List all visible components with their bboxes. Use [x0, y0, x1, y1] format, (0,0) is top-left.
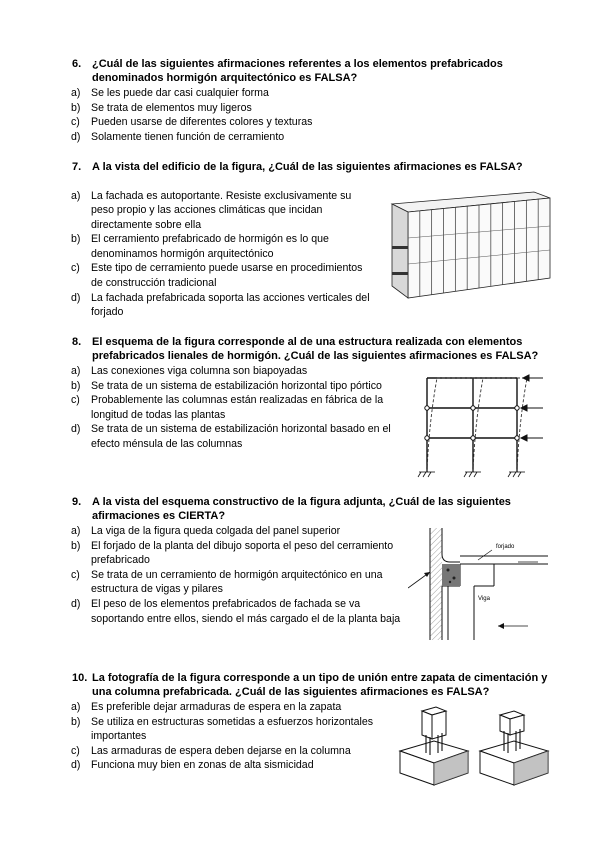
- option-letter: d): [71, 130, 81, 143]
- option-a[interactable]: [72, 86, 552, 101]
- label-viga: Viga: [478, 596, 490, 602]
- option-letter: d): [71, 759, 81, 772]
- option-d[interactable]: [72, 597, 408, 626]
- question-6: [72, 58, 552, 144]
- question-text: A la vista del esquema constructivo de la figura adjunta, ¿Cuál de las siguientes afirmaciones es CIERTA?: [92, 496, 511, 522]
- option-text: Probablemente las columnas están realizadas en fábrica de la longitud de todas las plantas: [91, 394, 384, 421]
- option-text: Se les puede dar casi cualquier forma: [91, 87, 269, 99]
- option-text: Solamente tienen función de cerramiento: [91, 130, 285, 143]
- option-a[interactable]: [72, 364, 412, 379]
- question-text: ¿Cuál de las siguientes afirmaciones referentes a los elementos prefabricados denominados hormigón arquitectónico es FALSA?: [92, 58, 503, 84]
- option-text: La fachada prefabricada soporta las acciones verticales del forjado: [91, 291, 370, 319]
- construction-detail-figure: [408, 528, 548, 640]
- option-text: Se utiliza en estructuras sometidas a esfuerzos horizontales importantes: [91, 715, 374, 743]
- question-text: A la vista del edificio de la figura, ¿Cuál de las siguientes afirmaciones es FALSA?: [92, 161, 523, 173]
- option-text: Las conexiones viga columna son biapoyadas: [91, 365, 308, 377]
- option-letter: b): [71, 233, 81, 246]
- question-text: La fotografía de la figura corresponde a un tipo de unión entre zapata de cimentación y una columna prefabricada. ¿Cuál de las siguientes afirmaciones es FALSA?: [92, 672, 548, 698]
- option-letter: c): [71, 394, 80, 407]
- option-text: Se trata de un cerramiento de hormigón arquitectónico en una estructura de vigas y pilares: [91, 568, 383, 596]
- option-letter: c): [71, 744, 80, 757]
- option-text: Pueden usarse de diferentes colores y texturas: [91, 116, 313, 129]
- option-d[interactable]: [72, 422, 412, 451]
- option-c[interactable]: [72, 115, 552, 130]
- question-number: 7.: [72, 161, 82, 173]
- option-b[interactable]: [72, 539, 408, 568]
- option-text: Es preferible dejar armaduras de espera en la zapata: [91, 701, 342, 713]
- option-letter: b): [71, 715, 81, 728]
- option-text: La fachada es autoportante. Resiste exclusivamente su peso propio y las acciones climáticas que incidan directamente sobre ella: [91, 189, 352, 231]
- option-d[interactable]: [72, 130, 552, 145]
- option-letter: b): [71, 539, 81, 552]
- frame-schema-figure: [413, 372, 545, 480]
- option-text: Se trata de un sistema de estabilización horizontal tipo pórtico: [91, 379, 382, 392]
- option-c[interactable]: [72, 393, 412, 422]
- option-a[interactable]: [72, 524, 408, 539]
- question-number: 8.: [72, 336, 82, 348]
- option-text: El forjado de la planta del dibujo soporta el peso del cerramiento prefabricado: [91, 539, 394, 567]
- option-letter: b): [71, 101, 81, 114]
- option-a[interactable]: [72, 189, 372, 233]
- option-b[interactable]: [72, 232, 372, 261]
- option-letter: d): [71, 291, 81, 304]
- question-text: El esquema de la figura corresponde al de una estructura realizada con elementos prefabricados lienales de hormigón. ¿Cuál de las siguientes afirmaciones es FALSA?: [92, 336, 539, 362]
- option-text: El peso de los elementos prefabricados de fachada se va soportando entre ellos, siendo el más cargado el de la planta baja: [91, 597, 401, 625]
- option-text: Se trata de elementos muy ligeros: [91, 101, 252, 114]
- option-letter: a): [71, 189, 81, 202]
- option-b[interactable]: [72, 379, 412, 394]
- question-number: 10.: [72, 672, 88, 684]
- footing-connection-figure: [394, 705, 554, 787]
- option-letter: a): [71, 87, 81, 99]
- option-a[interactable]: [72, 700, 402, 715]
- option-letter: d): [71, 423, 81, 436]
- option-letter: d): [71, 597, 81, 610]
- option-text: Las armaduras de espera deben dejarse en la columna: [91, 744, 351, 757]
- label-forjado: forjado: [496, 544, 515, 550]
- building-facade-figure: [384, 186, 556, 304]
- option-text: La viga de la figura queda colgada del panel superior: [91, 525, 341, 537]
- option-letter: a): [71, 525, 81, 537]
- option-letter: c): [71, 568, 80, 581]
- option-text: Funciona muy bien en zonas de alta sismicidad: [91, 759, 314, 772]
- option-b[interactable]: [72, 715, 402, 744]
- option-letter: a): [71, 701, 81, 713]
- option-letter: a): [71, 365, 81, 377]
- option-c[interactable]: [72, 261, 372, 290]
- option-text: Se trata de un sistema de estabilización horizontal basado en el efecto ménsula de las columnas: [91, 423, 391, 450]
- option-b[interactable]: [72, 101, 552, 116]
- question-number: 9.: [72, 496, 82, 508]
- option-c[interactable]: [72, 568, 408, 597]
- option-letter: c): [71, 116, 80, 129]
- option-text: Este tipo de cerramiento puede usarse en procedimientos de construcción tradicional: [91, 262, 363, 290]
- option-letter: b): [71, 379, 81, 392]
- question-number: 6.: [72, 58, 82, 70]
- option-d[interactable]: [72, 758, 402, 773]
- option-c[interactable]: [72, 744, 402, 759]
- option-letter: c): [71, 262, 80, 275]
- option-d[interactable]: [72, 291, 372, 320]
- option-text: El cerramiento prefabricado de hormigón es lo que denominamos hormigón arquitectónico: [91, 233, 329, 260]
